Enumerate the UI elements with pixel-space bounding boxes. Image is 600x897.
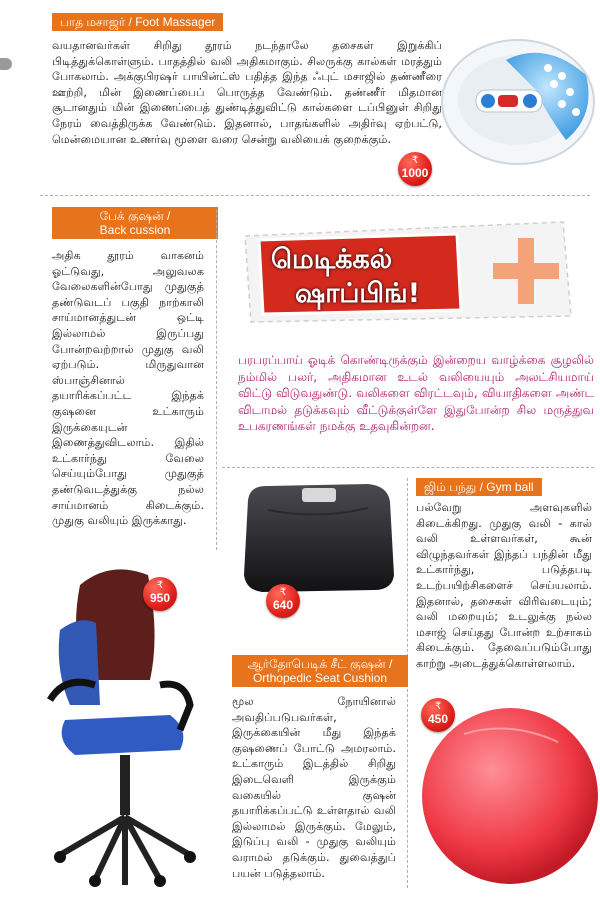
back-cushion-price-symbol: ₹ <box>156 580 164 591</box>
gym-ball-title-ta: ஜிம் பந்து <box>424 480 477 494</box>
foot-massager-tub-icon <box>436 20 596 180</box>
seat-cushion-title-en: Orthopedic Seat Cushion <box>252 671 388 685</box>
foot-massager-body: வயதானவர்கள் சிறிது தூரம் நடந்தாலே தசைகள் இறுக்கிப் பிடித்துக்கொள்ளும். பாதத்தில் வலி அதிகமாகும். சிலருக்கு கால்கள் மரத்தும் போகலாம். அக்குபிரஷர் பாயின்ட்ஸ் பதித்த இந்த ஃபுட் மசாஜில் தண்ணீரை ஊற்றி, மின் இணைப்பைப் பொருத்த வேண்டும். தண்ணீர் மிதமான சூடானதும் மின் இணைப்பைத் துண்டித்துவிட்டு கால்களை டப்பினுள் சிறிது நேரம் வைத்திருக்க வேண்டும். இதனால், பாதங்களில் அதிர்வு ஏற்பட்டு, மென்மையான உணர்வு மூளை வரை சென்று வலியைக் குறைக்கும். <box>52 39 442 146</box>
gym-ball-body: பல்வேறு அளவுகளில் கிடைக்கிறது. முதுகு வலி - கால் வலி உள்ளவர்கள், கூன் விழுந்தவர்கள் இந்தப் பந்தின் மீது உட்கார்ந்து, படுத்தபடி உடற்பயிற்சிகளைச் செய்யலாம். இதனால், தசைகள் விரிவடையும்; வலி மறையும்; உடலுக்கு நல்ல மசாஜ் செய்தது போன்ற உற்சாகம் கிடைக்கும். தேவைப்படும்போது காற்று அடைத்துக்கொள்ளலாம். <box>416 501 592 670</box>
foot-massager-label: பாத மசாஜர் / Foot Massager <box>52 13 223 31</box>
banner-line1: மெடிக்கல் <box>271 244 393 275</box>
medical-shopping-banner <box>237 218 577 326</box>
foot-massager-title-en: Foot Massager <box>135 15 216 29</box>
divider-middle <box>222 467 594 468</box>
office-chair-icon <box>40 555 215 890</box>
banner-line2: ஷாப்பிங்! <box>295 278 421 309</box>
seat-cushion-price: 640 <box>272 598 294 612</box>
back-cushion-title-en: Back cussion <box>99 223 171 237</box>
foot-massager-title-ta: பாத மசாஜர் <box>60 15 126 29</box>
foot-massager-price-symbol: ₹ <box>411 155 419 166</box>
intro-paragraph: பரபரப்பாய் ஓடிக் கொண்டிருக்கும் இன்றைய வாழ்க்கை சூழலில் நம்மில் பலர், அதிகமான உடல் வலியையும் அலட்சியமாய் விட்டு விடுவதுண்டு. வலிகளை விரட்டவும், வியாதிகளை அண்ட விடாமல் தடுக்கவும் வீட்டுக்குள்ளே இதுபோன்ற சில மருத்துவ உபகரணங்கள் நமக்கு உதவுகின்றன. <box>238 353 594 434</box>
seat-cushion-icon <box>238 480 398 595</box>
gym-ball-price-badge <box>421 698 455 732</box>
back-cushion-label: பேக் குஷன் / Back cussion <box>52 207 218 239</box>
back-cushion-body: அதிக தூரம் வாகனம் ஓட்டுவது, அலுவலக வேலைகளின்போது முதுகுத் தண்டுவடப் பகுதி நாற்காலி சாய்மானத்துடன் ஒட்டி இல்லாமல் இருப்பது போன்றவற்றால் முதுகு வலி ஏற்படும். மிருதுவான ஸ்பாஞ்சினால் தயாரிக்கப்பட்ட இந்தக் குஷனை உட்காரும் இருக்கையுடன் இணைத்துவிடலாம். இதில் உட்கார்ந்து வேலை செய்யும்போது முதுகுத் தண்டுவடத்துக்கு நல்ல சாய்மானம் கிடைக்கும். முதுகு வலியும் இருக்காது. <box>52 249 204 528</box>
plus-icon <box>491 236 561 306</box>
gym-ball-price-symbol: ₹ <box>434 701 442 712</box>
back-cushion-price: 950 <box>149 591 171 605</box>
back-cushion-price-badge <box>143 577 177 611</box>
foot-massager-price: 1000 <box>401 166 429 180</box>
foot-massager-price-badge <box>398 152 432 186</box>
gym-ball-price: 450 <box>427 712 449 726</box>
seat-cushion-body: மூல நோயினால் அவதிப்படுபவர்கள், இருக்கையின் மீது இந்தக் குஷணைப் போட்டு அமரலாம். உட்காரும் இடத்தில் சிறிது இடைவெளி இருக்கும் வகையில் குஷன் தயாரிக்கப்பட்டு உள்ளதால் வலி இல்லாமல் இருக்கும். மேலும், இடுப்பு வலி - முதுகு வலியும் வராமல் தடுக்கும். துவைத்துப் பயன் படுத்தலாம். <box>232 695 396 880</box>
seat-cushion-label: ஆர்தோபெடிக் சீட் குஷன் / Orthopedic Seat Cushion <box>232 655 408 687</box>
divider-top <box>40 195 590 196</box>
gym-ball-title-en: Gym ball <box>486 480 534 494</box>
page-edge-tab <box>0 58 12 70</box>
seat-cushion-price-symbol: ₹ <box>279 587 287 598</box>
seat-cushion-price-badge <box>266 584 300 618</box>
back-cushion-title-ta: பேக் குஷன் <box>99 209 164 223</box>
gym-ball-label: ஜிம் பந்து / Gym ball <box>416 478 542 496</box>
seat-cushion-title-ta: ஆர்தோபெடிக் சீட் குஷன் <box>247 657 386 671</box>
divider-vertical-left <box>216 210 217 550</box>
